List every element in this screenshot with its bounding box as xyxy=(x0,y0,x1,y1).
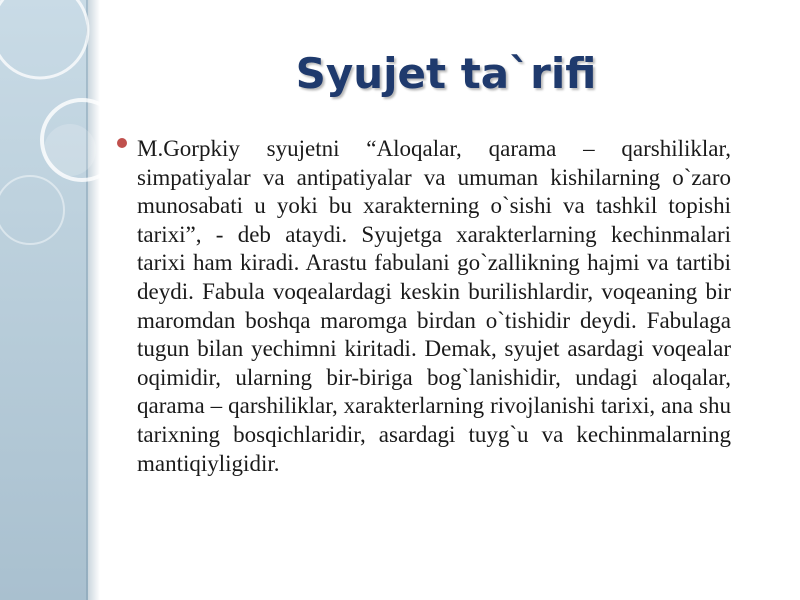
slide-title: Syujet ta`rifi xyxy=(295,49,597,98)
bullet-point-icon xyxy=(117,138,127,148)
decorative-circles-icon xyxy=(0,0,100,260)
bullet-paragraph: M.Gorpkiy syujetni “Aloqalar, qarama – qarshiliklar, simpatiyalar va antipatiyalar va umuman kishilarning o`zaro munosabati u yoki bu xarakterning o`sishi va tashkil topishi tarixi”, - deb ataydi. Syujetga xarakterlarning kechinmalari tarixi ham kiradi. Arastu fabulani go`zallikning hajmi va tartibi deydi. Fabula voqealardagi keskin burilishlardir, voqeaning bir maromdan boshqa maromga birdan o`tishidir deydi. Fabulaga tugun bilan yechimni kiritadi. Demak, syujet asardagi voqealar oqimidir, ularning bir-biriga bog`lanishidir, undagi aloqalar, qarama – qarshiliklar, xarakterlarning rivojlanishi tarixi, ana shu tarixning bosqichlaridir, asardagi tuyg`u va kechinmalarning mantiqiyligidir. xyxy=(137,136,731,476)
